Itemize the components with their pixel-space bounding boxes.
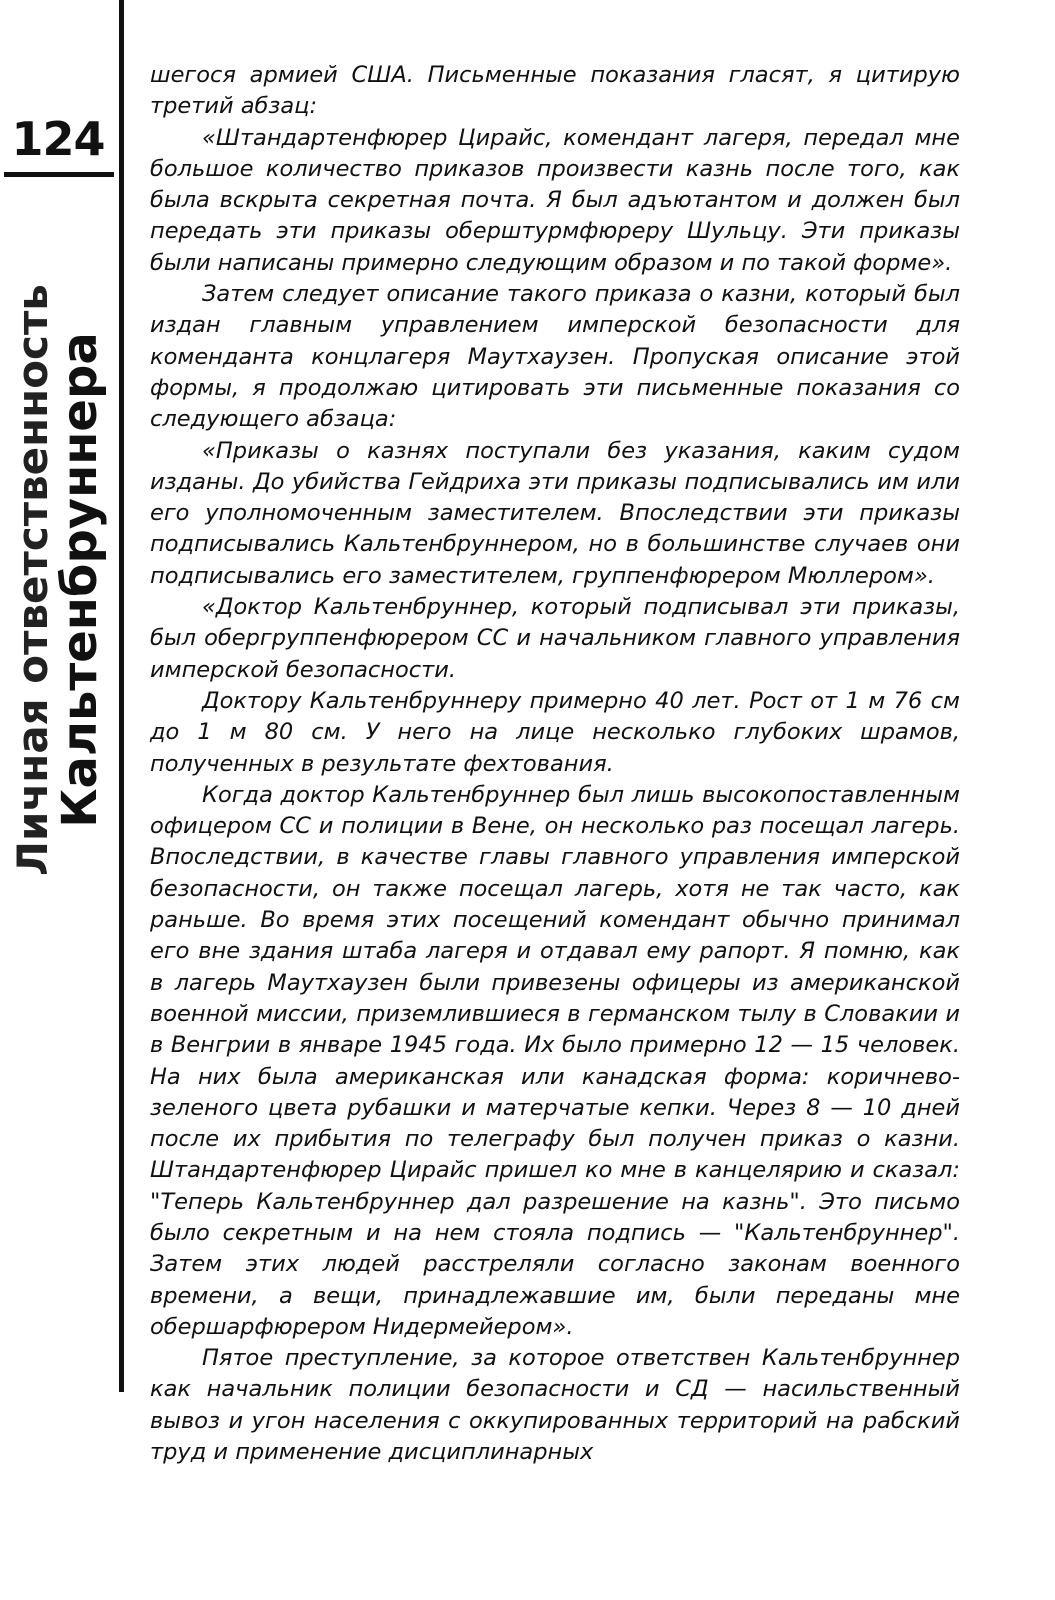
paragraph: «Приказы о казнях поступали без указания, каким судом изданы. До убийства Гейдриха эти приказы подписывались им или его уполномоченным заместителем. Впоследствии эти приказы подписывались Кальтенбруннером, но в большинстве случаев они подписывались его заместителем, группенфюрером Мюллером». [150,437,960,589]
paragraph: Когда доктор Кальтенбруннер был лишь высокопоставленным офицером СС и полиции в Вене, он несколько раз посещал лагерь. Впоследствии, в качестве главы главного управления имперской безопасности, он также посещал лагерь, хотя не так часто, как раньше. Во время этих посещений комендант обычно принимал его вне здания штаба лагеря и отдавал ему рапорт. Я помню, как в лагерь Маутхаузен были привезены офицеры из американской военной миссии, приземлившиеся в германском тылу в Словакии и в Венгрии в январе 1945 года. Их было примерно 12 — 15 человек. На них была американская или канадская форма: коричнево-зеленого цвета рубашки и матерчатые кепки. Через 8 — 10 дней после их прибытия по телеграфу был получен приказ о казни. Штандартенфюрер Цирайс пришел ко мне в канцелярию и сказал: "Теперь Кальтенбруннер дал разрешение на казнь". Это письмо было секретным и на нем стояла подпись — "Кальтенбруннер". Затем этих людей расстреляли согласно законам военного времени, а вещи, принадлежавшие им, были переданы мне обершарфюрером Нидермейером». [150,781,960,1340]
paragraph: Доктору Кальтенбруннеру примерно 40 лет. Рост от 1 м 76 см до 1 м 80 см. У него на лице несколько глубоких шрамов, полученных в результате фехтования. [150,687,960,777]
paragraph: «Штандартенфюрер Цирайс, комендант лагеря, передал мне большое количество приказов произвести казнь после того, как была вскрыта секретная почта. Я был адъютантом и должен был передать эти приказы оберштурмфюреру Шульцу. Эти приказы были написаны примерно следующим образом и по такой форме». [150,124,960,276]
body-text [150,60,960,1468]
paragraph: «Доктор Кальтенбруннер, который подписывал эти приказы, был обергруппенфюрером СС и начальником главного управления имперской безопасности. [150,594,960,683]
paragraph: Пятое преступление, за которое ответствен Кальтенбруннер как начальник полиции безопасности и СД — насильственный вывоз и угон населения с оккупированных территорий на рабский труд и применение дисциплинарных [150,1345,960,1466]
page-sidebar [0,0,122,1600]
page-number-rule [4,172,114,177]
running-title-line-1: Личная ответственность [7,284,57,876]
paragraph: Затем следует описание такого приказа о казни, который был издан главным управлением имперской безопасности для коменданта концлагеря Маутхаузен. Пропуская описание этой формы, я продолжаю цитировать эти письменные показания со следующего абзаца: [150,281,960,433]
page-number: 124 [11,112,105,166]
paragraph: шегося армией США. Письменные показания гласят, я цитирую третий абзац: [150,62,960,120]
running-title-line-2: Кальтенбруннера [51,332,108,828]
vertical-divider [119,0,124,1392]
